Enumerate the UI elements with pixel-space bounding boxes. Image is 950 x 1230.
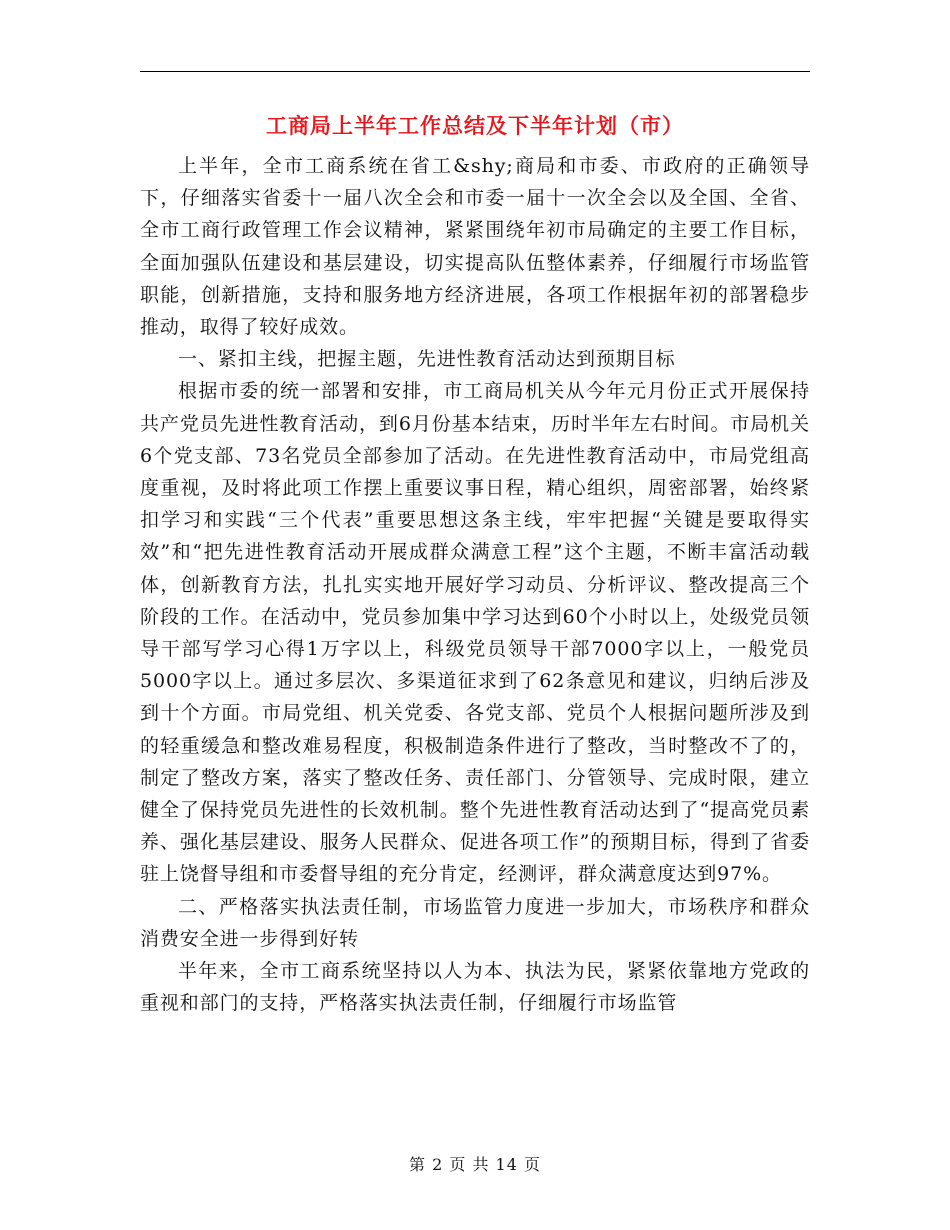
paragraph-section-1: 根据市委的统一部署和安排，市工商局机关从今年元月份正式开展保持共产党员先进性教育活动，到6月份基本结束，历时半年左右时间。市局机关6个党支部、73名党员全部参加了活动。在先进性教育活动中，市局党组高度重视，及时将此项工作摆上重要议事日程，精心组织，周密部署，始终紧扣学习和实践“三个代表”重要思想这条主线，牢牢把握“关键是要取得实效”和“把先进性教育活动开展成群众满意工程”这个主题，不断丰富活动载体，创新教育方法，扎扎实实地开展好学习动员、分析评议、整改提高三个阶段的工作。在活动中，党员参加集中学习达到60个小时以上，处级党员领导干部写学习心得1万字以上，科级党员领导干部7000字以上，一般党员5000字以上。通过多层次、多渠道征求到了62条意见和建议，归纳后涉及到十个方面。市局党组、机关党委、各党支部、党员个人根据问题所涉及到的轻重缓急和整改难易程度，积极制造条件进行了整改，当时整改不了的，制定了整改方案，落实了整改任务、责任部门、分管领导、完成时限，建立健全了保持党员先进性的长效机制。整个先进性教育活动达到了“提高党员素养、强化基层建设、服务人民群众、促进各项工作”的预期目标，得到了省委驻上饶督导组和市委督导组的充分肯定，经测评，群众满意度达到97%。	[140, 380, 810, 886]
page-number: 第 2 页 共 14 页	[409, 1155, 541, 1174]
section-heading-1: 一、紧扣主线，把握主题，先进性教育活动达到预期目标	[178, 348, 676, 371]
document-title: 工商局上半年工作总结及下半年计划（市）	[266, 113, 684, 138]
header-rule	[140, 71, 810, 72]
document-body	[140, 150, 810, 1019]
paragraph-section-2: 半年来，全市工商系统坚持以人为本、执法为民，紧紧依靠地方党政的重视和部门的支持，严格落实执法责任制，仔细履行市场监管	[140, 960, 810, 1015]
paragraph-intro: 上半年，全市工商系统在省工&shy;商局和市委、市政府的正确领导下，仔细落实省委十一届八次全会和市委一届十一次全会以及全国、全省、全市工商行政管理工作会议精神，紧紧围绕年初市局确定的主要工作目标，全面加强队伍建设和基层建设，切实提高队伍整体素养，仔细履行市场监管职能，创新措施，支持和服务地方经济进展，各项工作根据年初的部署稳步推动，取得了较好成效。	[140, 155, 810, 339]
section-heading-2: 二、严格落实执法责任制，市场监管力度进一步加大，市场秩序和群众消费安全进一步得到好转	[140, 895, 810, 950]
